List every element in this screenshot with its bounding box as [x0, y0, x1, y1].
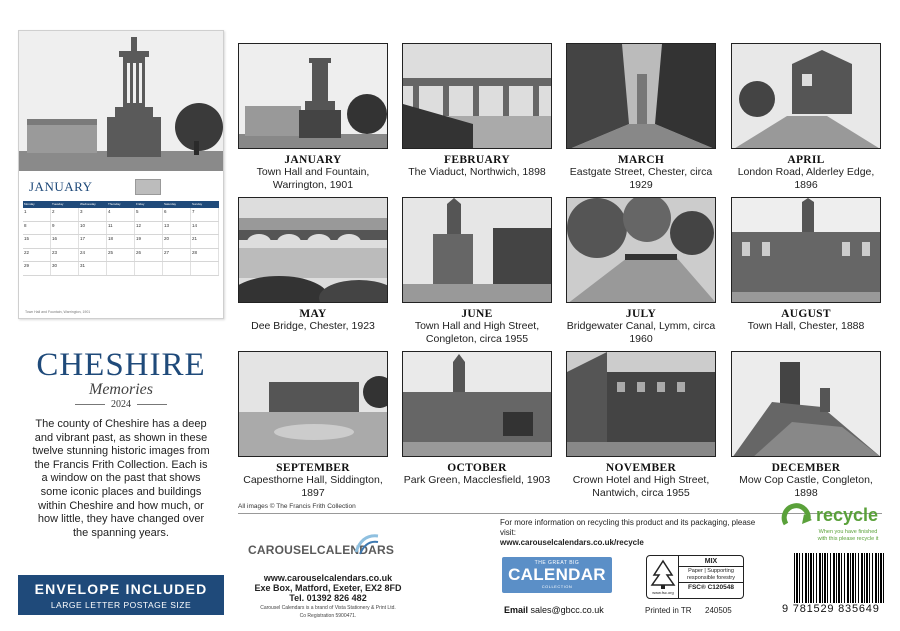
month-description: Town Hall and Fountain, Warrington, 1901	[256, 166, 370, 191]
month-name: JUNE	[461, 308, 493, 320]
fsc-label	[646, 555, 744, 599]
publisher-legal-1: Carousel Calendars is a brand of Vista Stationery & Print Ltd.	[260, 605, 396, 611]
month-photo	[238, 351, 388, 457]
month-photo	[238, 197, 388, 303]
isbn-barcode	[782, 553, 886, 617]
month-description: Mow Cop Castle, Congleton, 1898	[739, 474, 873, 499]
fsc-url: www.fsc.org	[651, 590, 674, 595]
month-tile-february	[402, 43, 552, 179]
month-description: Town Hall and High Street, Congleton, circa 1955	[414, 320, 540, 345]
month-photo	[402, 197, 552, 303]
month-description: Bridgewater Canal, Lymm, circa 1960	[566, 320, 716, 345]
month-tile-august	[731, 197, 881, 333]
publisher-phone: Tel. 01392 826 482	[289, 593, 367, 603]
recycling-info	[500, 518, 770, 548]
month-photo	[731, 351, 881, 457]
month-name: APRIL	[787, 154, 825, 166]
barcode-number: 9 781529 835649	[782, 603, 880, 615]
month-tile-september	[238, 351, 388, 499]
month-tile-july	[566, 197, 716, 345]
publisher-legal-2: Co Registration 5900471.	[299, 613, 357, 619]
month-photo	[731, 43, 881, 149]
brand-title: CHESHIRE	[36, 347, 206, 383]
email-contact: Email sales@gbcc.co.uk	[504, 605, 604, 615]
printed-in: Printed in TR	[645, 606, 692, 615]
recycling-url[interactable]: www.carouselcalendars.co.uk/recycle	[500, 538, 644, 547]
brand-year: 2024	[18, 399, 224, 410]
month-description: Town Hall, Chester, 1888	[747, 320, 865, 332]
envelope-line-2: LARGE LETTER POSTAGE SIZE	[50, 600, 192, 610]
month-description: The Viaduct, Northwich, 1898	[408, 166, 546, 178]
month-name: MAY	[299, 308, 327, 320]
publisher-address: Exe Box, Matford, Exeter, EX2 8FD	[254, 583, 402, 593]
month-name: SEPTEMBER	[276, 462, 350, 474]
month-photo	[566, 351, 716, 457]
calendar-preview-page	[18, 30, 224, 319]
preview-photo	[19, 31, 223, 171]
month-photo	[238, 43, 388, 149]
fsc-tree-icon	[647, 556, 679, 598]
month-photo	[402, 351, 552, 457]
month-tile-may	[238, 197, 388, 333]
preview-caption: Town Hall and Fountain, Warrington, 1901	[25, 310, 91, 314]
month-name: DECEMBER	[771, 462, 841, 474]
preview-thumbnails	[135, 179, 219, 197]
publisher-contact	[248, 573, 408, 619]
month-tile-december	[731, 351, 881, 499]
month-description: Crown Hotel and High Street, Nantwich, circa 1955	[572, 474, 710, 499]
envelope-banner	[18, 575, 224, 615]
month-name: AUGUST	[781, 308, 831, 320]
logo-text: CAROUSELCALENDARS	[248, 543, 395, 557]
month-name: MARCH	[617, 154, 665, 166]
month-tile-june	[402, 197, 552, 345]
month-name: FEBRUARY	[444, 154, 510, 166]
gbcc-logo: THE GREAT BIG CALENDAR COLLECTION	[502, 557, 612, 593]
month-description: Dee Bridge, Chester, 1923	[251, 320, 375, 332]
month-name: OCTOBER	[447, 462, 507, 474]
image-credits: All images © The Francis Frith Collection	[238, 503, 356, 510]
preview-month-title: JANUARY	[29, 179, 93, 194]
month-tile-october	[402, 351, 552, 487]
month-description: Eastgate Street, Chester, circa 1929	[569, 166, 713, 191]
month-photo	[731, 197, 881, 303]
week-row: 1 2 3 4 5 6 7	[23, 208, 219, 222]
weekday-header: Monday Tuesday Wednesday Thursday Friday Saturday Sunday	[23, 201, 219, 208]
month-tile-march	[566, 43, 716, 191]
email-address[interactable]: sales@gbcc.co.uk	[530, 605, 604, 615]
description-blurb: The county of Cheshire has a deep and vibrant past, as shown in these twelve stunning historic images from the Francis Frith Collection. Each is a window on the past that shows some iconic places and buildings within Cheshire and how much, or how little, they have changed over the spanning years.	[32, 418, 210, 539]
product-code: 240505	[705, 606, 732, 615]
month-description: Park Green, Macclesfield, 1903	[403, 474, 551, 486]
month-tile-april	[731, 43, 881, 191]
month-photo	[402, 43, 552, 149]
fsc-text: MIX Paper | Supporting responsible forestry FSC® C120548	[679, 556, 743, 598]
preview-month-grid	[23, 201, 219, 276]
recycle-word: recycle	[816, 505, 879, 525]
carousel-logo	[248, 536, 395, 562]
publisher-website[interactable]: www.carouselcalendars.co.uk	[263, 573, 393, 583]
brand-subtitle: Memories	[89, 381, 153, 398]
month-name: JANUARY	[284, 154, 342, 166]
month-name: NOVEMBER	[605, 462, 677, 474]
month-photo	[566, 197, 716, 303]
recycling-info-text: For more information on recycling this product and its packaging, please visit:	[500, 518, 756, 537]
month-tile-november	[566, 351, 716, 499]
recycle-logo	[780, 502, 884, 544]
envelope-line-1: ENVELOPE INCLUDED	[34, 581, 208, 597]
week-row: 29 30 31	[23, 262, 219, 276]
swirl-icon	[352, 530, 382, 560]
month-description: London Road, Alderley Edge, 1896	[737, 166, 875, 191]
week-row: 15 16 17 18 19 20 21	[23, 235, 219, 249]
month-name: JULY	[625, 308, 657, 320]
week-row: 8 9 10 11 12 13 14	[23, 222, 219, 236]
recycle-note: When you have finished with this please recycle it	[817, 529, 879, 542]
month-description: Capesthorne Hall, Siddington, 1897	[243, 474, 383, 499]
month-photo	[566, 43, 716, 149]
barcode-bars	[794, 553, 884, 603]
recycle-icon	[780, 502, 814, 532]
week-row: 22 23 24 25 26 27 28	[23, 249, 219, 263]
month-tile-january	[238, 43, 388, 191]
